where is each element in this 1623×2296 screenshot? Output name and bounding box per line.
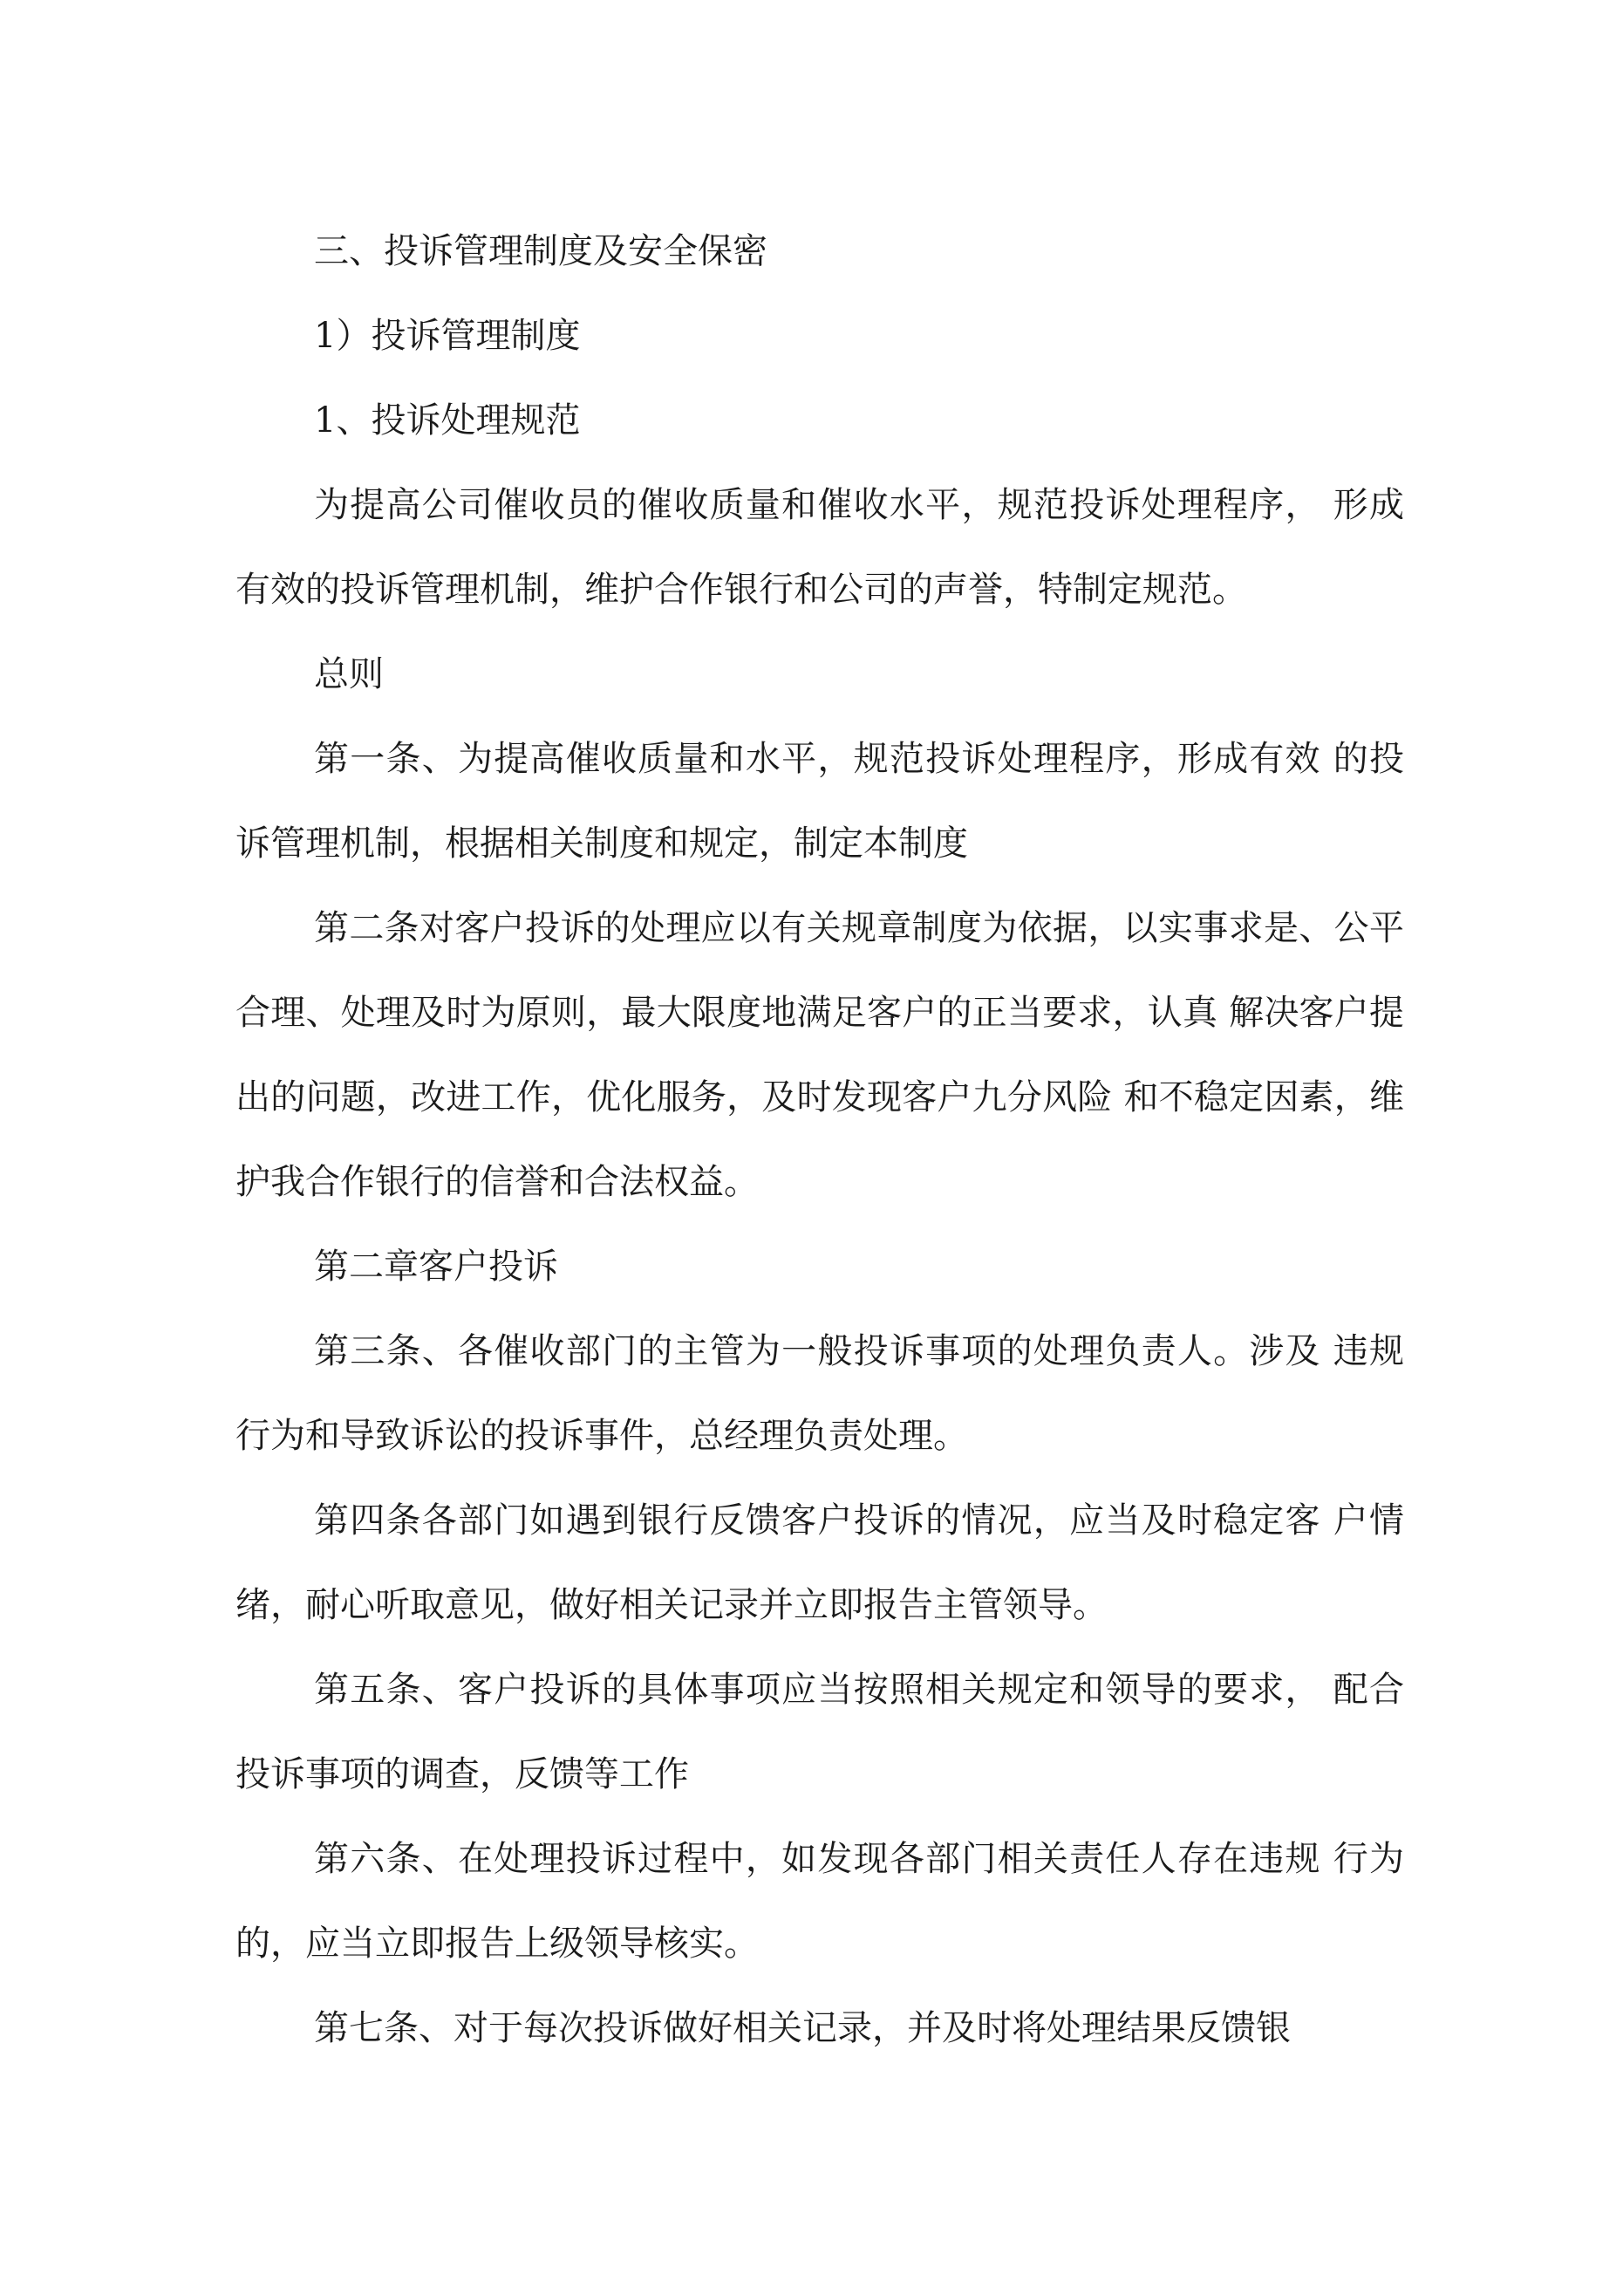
general-provisions-heading: 总则 xyxy=(314,654,384,694)
article-6: 第六条、在处理投诉过程中，如发现各部门相关责任人存在违规 行为的，应当立即报告上级领导核实。 xyxy=(235,1839,1404,1964)
article-4: 第四条各部门如遇到银行反馈客户投诉的情况，应当及时稳定客 户情绪，耐心听取意见，做好相关记录并立即报告主管领导。 xyxy=(235,1500,1404,1625)
article-3: 第三条、各催收部门的主管为一般投诉事项的处理负责人。涉及 违规行为和导致诉讼的投诉事件，总经理负责处理。 xyxy=(235,1331,1404,1456)
paragraph-purpose: 为提高公司催收员的催收质量和催收水平，规范投诉处理程序， 形成有效的投诉管理机制，维护合作银行和公司的声誉，特制定规范。 xyxy=(235,485,1404,610)
article-7: 第七条、对于每次投诉做好相关记录，并及时将处理结果反馈银 xyxy=(314,2008,1291,2048)
item-title: 1、投诉处理规范 xyxy=(314,400,581,441)
subsection-title: 1）投诉管理制度 xyxy=(314,316,581,356)
document-body xyxy=(235,209,1404,2071)
section-title: 三、投诉管理制度及安全保密 xyxy=(314,231,767,271)
article-2: 第二条对客户投诉的处理应以有关规章制度为依据，以实事求是、公平合理、处理及时为原则，最大限度地满足客户的正当要求，认真 解决客户提出的问题，改进工作，优化服务，及时发现客户九分风险 和不稳定因素，维护我合作银行的信誉和合法权益。 xyxy=(235,908,1404,1202)
article-1: 第一条、为提高催收质量和水平，规范投诉处理程序，形成有效 的投诉管理机制，根据相关制度和规定，制定本制度 xyxy=(235,739,1404,864)
chapter-2-heading: 第二章客户投诉 xyxy=(314,1247,558,1287)
article-5: 第五条、客户投诉的具体事项应当按照相关规定和领导的要求， 配合投诉事项的调查，反馈等工作 xyxy=(235,1670,1404,1794)
